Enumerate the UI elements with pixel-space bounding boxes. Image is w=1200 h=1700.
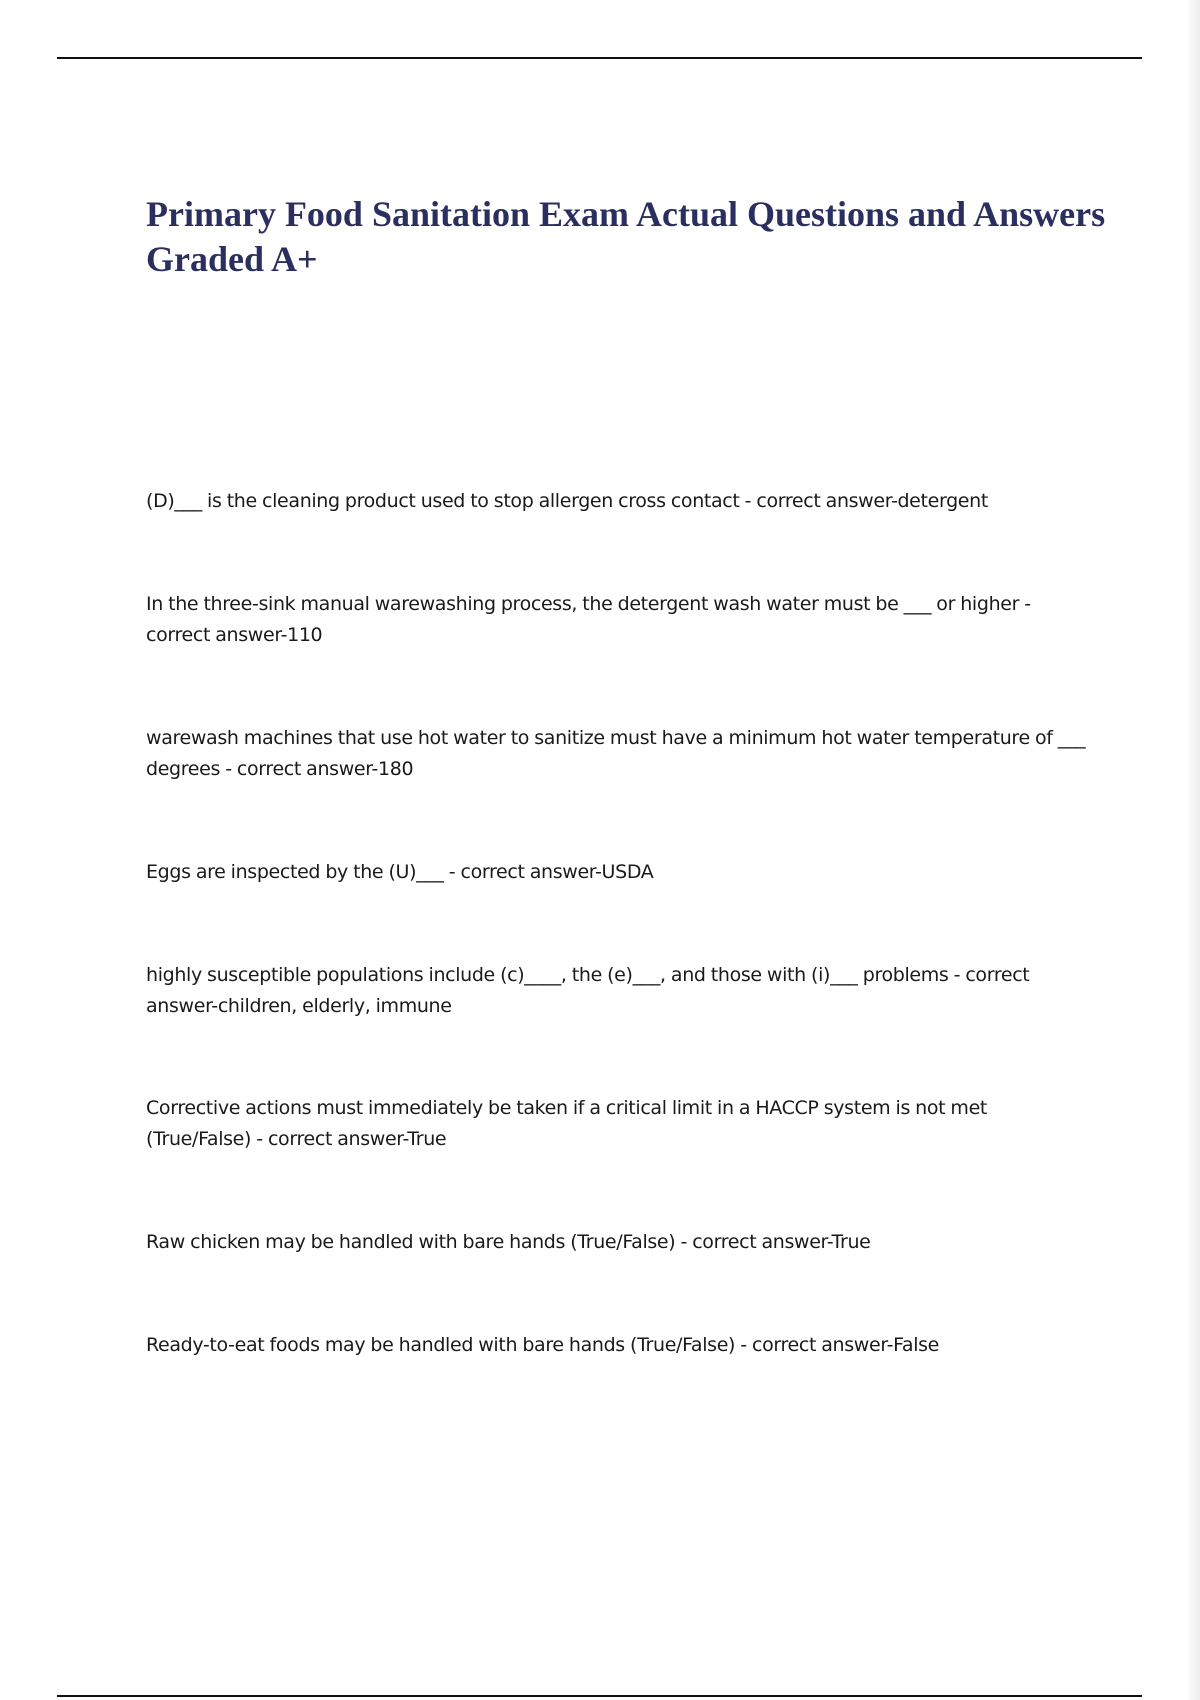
qa-item: Corrective actions must immediately be taken if a critical limit in a HACCP system is not met (True/False) - correct answer-True xyxy=(146,1097,988,1150)
document-title: Primary Food Sanitation Exam Actual Questions and Answers Graded A+ xyxy=(146,194,1106,279)
qa-item: (D)___ is the cleaning product used to stop allergen cross contact - correct answer-detergent xyxy=(146,490,988,512)
qa-item: In the three-sink manual warewashing process, the detergent wash water must be ___ or higher - correct answer-110 xyxy=(146,593,1031,646)
page-edge-shadow xyxy=(1186,0,1200,1700)
bottom-divider xyxy=(57,1695,1142,1697)
top-divider xyxy=(57,57,1142,59)
qa-item: Raw chicken may be handled with bare hands (True/False) - correct answer-True xyxy=(146,1231,871,1253)
qa-item: Ready-to-eat foods may be handled with bare hands (True/False) - correct answer-False xyxy=(146,1334,940,1356)
qa-item: highly susceptible populations include (c)____, the (e)___, and those with (i)___ problems - correct answer-children, elderly, immune xyxy=(146,964,1030,1017)
qa-item: Eggs are inspected by the (U)___ - correct answer-USDA xyxy=(146,861,654,883)
qa-item: warewash machines that use hot water to sanitize must have a minimum hot water temperature of ___ degrees - correct answer-180 xyxy=(146,727,1086,780)
